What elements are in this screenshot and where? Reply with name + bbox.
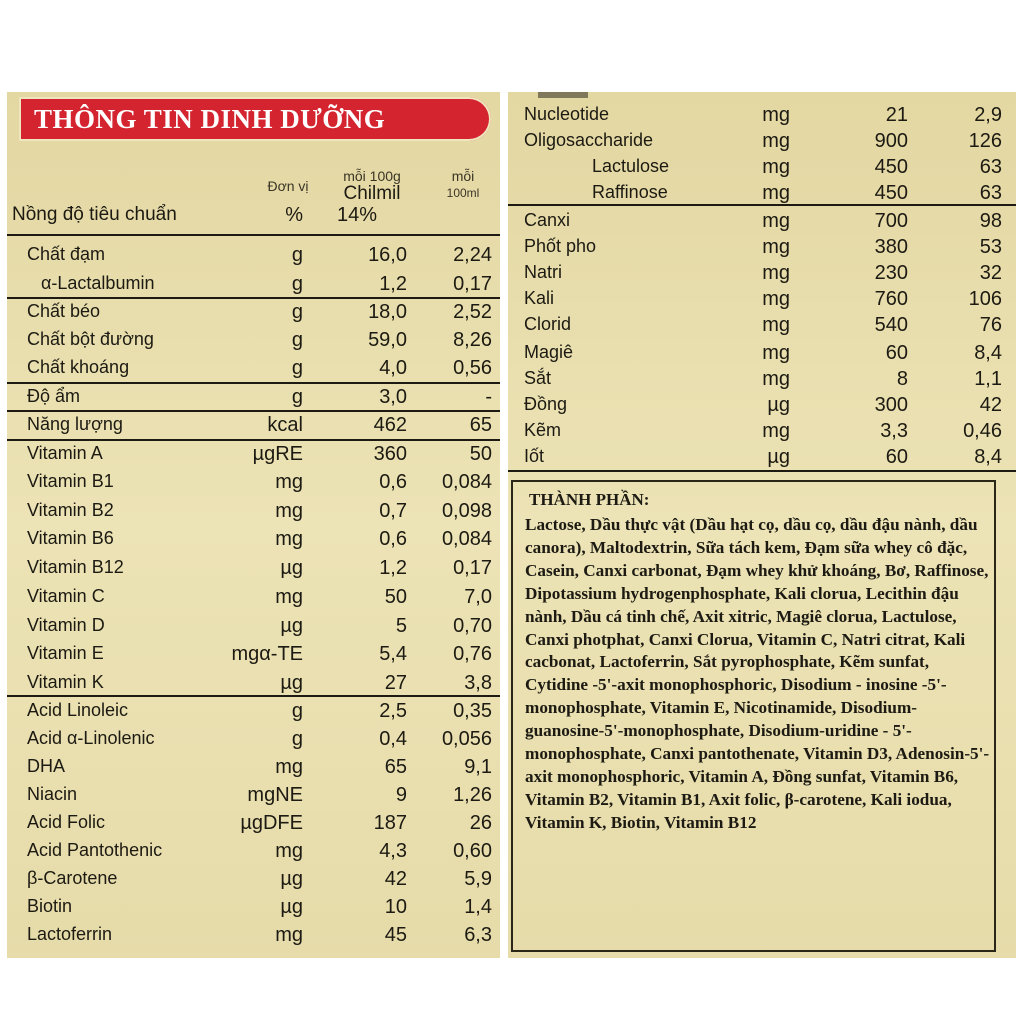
cell-unit: mg bbox=[275, 528, 303, 550]
cell-unit: mg bbox=[762, 130, 790, 152]
cell-v2: - bbox=[485, 386, 492, 408]
cell-v2: 0,35 bbox=[453, 700, 492, 722]
cut-row-remnant bbox=[538, 92, 588, 98]
cell-v1: 0,7 bbox=[379, 500, 407, 522]
cell-unit: µg bbox=[767, 394, 790, 416]
cell-v1: 0,6 bbox=[379, 471, 407, 493]
cell-v1: 59,0 bbox=[368, 329, 407, 351]
cell-v1: 0,6 bbox=[379, 528, 407, 550]
table-row bbox=[508, 206, 1016, 235]
cell-unit: mg bbox=[762, 104, 790, 126]
cell-name: Vitamin D bbox=[27, 615, 105, 635]
cell-v2: 2,24 bbox=[453, 244, 492, 266]
cell-v2: 26 bbox=[469, 812, 492, 834]
per100g-header: mỗi 100g Chilmil bbox=[343, 168, 401, 204]
ingredients-box bbox=[511, 480, 996, 952]
divider bbox=[508, 470, 1016, 472]
cell-unit: mg bbox=[762, 288, 790, 310]
table-row bbox=[508, 364, 1016, 393]
cell-v1: 462 bbox=[373, 414, 407, 436]
table-row bbox=[7, 892, 500, 921]
cell-v2: 8,4 bbox=[974, 446, 1002, 468]
table-row bbox=[7, 808, 500, 837]
cell-name: Iốt bbox=[524, 446, 545, 466]
cell-unit: µg bbox=[280, 615, 303, 637]
cell-v1: 2,5 bbox=[379, 700, 407, 722]
cell-unit: µg bbox=[280, 557, 303, 579]
cell-name: Phốt pho bbox=[524, 236, 597, 256]
cell-name: Acid α-Linolenic bbox=[27, 728, 155, 748]
cell-v1: 5,4 bbox=[379, 643, 407, 665]
cell-unit: mg bbox=[762, 156, 790, 178]
cell-unit: µgDFE bbox=[240, 812, 303, 834]
cell-v1: 3,3 bbox=[880, 420, 908, 442]
cell-name: Kali bbox=[524, 288, 555, 308]
ingredients-text: Lactose, Dầu thực vật (Dầu hạt cọ, dầu cọ, dầu đậu nành, dầu canora), Maltodextrin, Sữa tách kem, Đạm sữa whey cô đặc, Casein, Canxi carbonat, Đạm whey khử khoáng, Bơ, Raffinose, Dipotassium hydrogenphosphate, Kali clorua, Lecithin đậu nành, Dầu cá tinh chế, Axit xitric, Magiê clorua, Lactulose, Canxi photphat, Canxi Clorua, Vitamin C, Natri citrat, Kali cacbonat, Lactoferrin, Sắt pyrophosphate, Kẽm sunfat, Cytidine -5'-axit monophosphoric, Disodium - inosine -5'-monophosphate, Vitamin E, Nicotinamide, Disodium-guanosine-5'-monophosphate, Disodium-uridine - 5'-monophosphate, Canxi pantothenate, Vitamin D3, Adenosin-5'-axit monophosphoric, Vitamin A, Đồng sunfat, Vitamin B6, Vitamin B2, Vitamin B1, Axit folic, β-carotene, Kali iodua, Vitamin K, Biotin, Vitamin B12 bbox=[525, 515, 990, 832]
cell-v2: 0,46 bbox=[963, 420, 1002, 442]
cell-v2: 5,9 bbox=[464, 868, 492, 890]
cell-v2: 63 bbox=[979, 156, 1002, 178]
cell-v2: 1,1 bbox=[974, 368, 1002, 390]
table-row bbox=[7, 582, 500, 611]
cell-name: Raffinose bbox=[592, 182, 668, 202]
cell-name: Vitamin B2 bbox=[27, 500, 114, 520]
cell-v1: 380 bbox=[874, 236, 908, 258]
cell-v1: 450 bbox=[874, 182, 908, 204]
cell-v1: 4,0 bbox=[379, 357, 407, 379]
cell-v1: 50 bbox=[384, 586, 407, 608]
cell-name: Chất bột đường bbox=[27, 329, 154, 349]
divider bbox=[7, 297, 500, 299]
cell-v2: 0,17 bbox=[453, 557, 492, 579]
table-row bbox=[7, 410, 500, 439]
cell-name: Chất đạm bbox=[27, 244, 106, 264]
cell-v1: 60 bbox=[885, 446, 908, 468]
cell-name: Niacin bbox=[27, 784, 78, 804]
cell-name: DHA bbox=[27, 756, 66, 776]
table-row bbox=[508, 390, 1016, 419]
cell-v1: 1,2 bbox=[379, 273, 407, 295]
cell-name: Clorid bbox=[524, 314, 572, 334]
cell-v1: 540 bbox=[874, 314, 908, 336]
cell-name: Biotin bbox=[27, 896, 73, 916]
cell-name: Năng lượng bbox=[27, 414, 123, 434]
divider bbox=[7, 695, 500, 697]
cell-v2: 2,9 bbox=[974, 104, 1002, 126]
cell-v2: 0,17 bbox=[453, 273, 492, 295]
cell-name: Natri bbox=[524, 262, 563, 282]
cell-unit: g bbox=[291, 386, 303, 408]
cell-v1: 0,4 bbox=[379, 728, 407, 750]
table-row bbox=[508, 258, 1016, 287]
cell-unit: µgRE bbox=[252, 443, 303, 465]
cell-name: Oligosaccharide bbox=[524, 130, 654, 150]
cell-v2: 8,4 bbox=[974, 342, 1002, 364]
cell-unit: µg bbox=[280, 896, 303, 918]
cell-name: Độ ẩm bbox=[27, 386, 81, 406]
cell-unit: kcal bbox=[267, 414, 303, 436]
cell-v2: 9,1 bbox=[464, 756, 492, 778]
cell-v2: 3,8 bbox=[464, 672, 492, 694]
cell-v1: 187 bbox=[373, 812, 407, 834]
cell-name: Vitamin K bbox=[27, 672, 104, 692]
cell-name: Vitamin A bbox=[27, 443, 103, 463]
cell-v1: 900 bbox=[874, 130, 908, 152]
table-row bbox=[508, 284, 1016, 313]
cell-v2: 0,56 bbox=[453, 357, 492, 379]
cell-v2: 0,084 bbox=[441, 471, 492, 493]
table-row bbox=[508, 310, 1016, 339]
table-row bbox=[7, 696, 500, 725]
cell-v1: 450 bbox=[874, 156, 908, 178]
cell-v1: 700 bbox=[874, 210, 908, 232]
cell-name: Kẽm bbox=[524, 420, 562, 440]
cell-unit: mg bbox=[762, 314, 790, 336]
nutrition-table-right bbox=[508, 92, 1016, 958]
cell-v1: 4,3 bbox=[379, 840, 407, 862]
table-row bbox=[508, 416, 1016, 445]
table-row bbox=[7, 325, 500, 354]
cell-v2: 0,098 bbox=[441, 500, 492, 522]
cell-unit: g bbox=[291, 244, 303, 266]
cell-name: Vitamin B1 bbox=[27, 471, 114, 491]
cell-name: Canxi bbox=[524, 210, 571, 230]
cell-name: Vitamin E bbox=[27, 643, 104, 663]
table-row bbox=[7, 724, 500, 753]
cell-v2: 32 bbox=[979, 262, 1002, 284]
cell-v2: 98 bbox=[979, 210, 1002, 232]
unit-header: Đơn vị bbox=[267, 178, 309, 194]
divider bbox=[7, 439, 500, 441]
cell-v1: 230 bbox=[874, 262, 908, 284]
concentration-row: Nồng độ tiêu chuẩn % 14% bbox=[12, 204, 378, 226]
cell-v2: 53 bbox=[979, 236, 1002, 258]
cell-v1: 45 bbox=[384, 924, 407, 946]
cell-unit: µg bbox=[280, 868, 303, 890]
table-row bbox=[7, 353, 500, 382]
cell-unit: g bbox=[291, 728, 303, 750]
cell-name: Vitamin B6 bbox=[27, 528, 114, 548]
cell-v2: 65 bbox=[469, 414, 492, 436]
table-row bbox=[7, 240, 500, 269]
cell-v2: 126 bbox=[968, 130, 1002, 152]
cell-unit: g bbox=[291, 357, 303, 379]
cell-v2: 76 bbox=[979, 314, 1002, 336]
cell-name: Đồng bbox=[524, 394, 568, 414]
cell-v2: 106 bbox=[968, 288, 1002, 310]
cell-name: Chất béo bbox=[27, 301, 101, 321]
cell-name: Acid Folic bbox=[27, 812, 106, 832]
divider bbox=[7, 382, 500, 384]
cell-v2: 0,084 bbox=[441, 528, 492, 550]
cell-v1: 21 bbox=[885, 104, 908, 126]
cell-unit: µg bbox=[280, 672, 303, 694]
table-row bbox=[7, 780, 500, 809]
table-row bbox=[7, 269, 500, 298]
cell-unit: mg bbox=[275, 586, 303, 608]
cell-v2: 0,056 bbox=[441, 728, 492, 750]
cell-name: Lactoferrin bbox=[27, 924, 113, 944]
cell-unit: g bbox=[291, 329, 303, 351]
cell-name: Vitamin C bbox=[27, 586, 105, 606]
cell-unit: µg bbox=[767, 446, 790, 468]
table-row bbox=[7, 496, 500, 525]
cell-unit: mg bbox=[275, 500, 303, 522]
cell-unit: mg bbox=[275, 840, 303, 862]
table-row bbox=[7, 439, 500, 468]
cell-unit: mg bbox=[762, 420, 790, 442]
per100ml-header: mỗi 100ml bbox=[446, 168, 480, 200]
cell-name: Magiê bbox=[524, 342, 574, 362]
table-row bbox=[7, 553, 500, 582]
divider bbox=[508, 204, 1016, 206]
cell-v1: 3,0 bbox=[379, 386, 407, 408]
cell-unit: mg bbox=[275, 471, 303, 493]
table-row bbox=[7, 467, 500, 496]
cell-name: α-Lactalbumin bbox=[41, 273, 155, 293]
cell-v2: 1,26 bbox=[453, 784, 492, 806]
cell-v1: 27 bbox=[384, 672, 407, 694]
cell-unit: mg bbox=[762, 368, 790, 390]
cell-v2: 0,60 bbox=[453, 840, 492, 862]
table-row bbox=[508, 338, 1016, 367]
divider bbox=[7, 234, 500, 236]
cell-name: Acid Pantothenic bbox=[27, 840, 163, 860]
cell-unit: mg bbox=[762, 210, 790, 232]
cell-unit: mg bbox=[762, 262, 790, 284]
cell-v1: 9 bbox=[395, 784, 407, 806]
cell-unit: mg bbox=[762, 236, 790, 258]
cell-v1: 360 bbox=[373, 443, 407, 465]
table-row bbox=[7, 382, 500, 411]
cell-name: Vitamin B12 bbox=[27, 557, 124, 577]
table-row bbox=[7, 524, 500, 553]
table-row bbox=[7, 297, 500, 326]
cell-unit: mgα-TE bbox=[231, 643, 303, 665]
table-row bbox=[508, 100, 1016, 129]
cell-v2: 0,70 bbox=[453, 615, 492, 637]
cell-v2: 7,0 bbox=[464, 586, 492, 608]
cell-v2: 6,3 bbox=[464, 924, 492, 946]
cell-unit: mgNE bbox=[247, 784, 303, 806]
cell-v2: 0,76 bbox=[453, 643, 492, 665]
table-row bbox=[508, 178, 1016, 207]
table-row bbox=[7, 752, 500, 781]
cell-name: Chất khoáng bbox=[27, 357, 130, 377]
table-row bbox=[508, 232, 1016, 261]
cell-v1: 760 bbox=[874, 288, 908, 310]
table-row bbox=[508, 442, 1016, 471]
cell-v1: 16,0 bbox=[368, 244, 407, 266]
table-row bbox=[7, 836, 500, 865]
cell-v1: 42 bbox=[384, 868, 407, 890]
cell-unit: mg bbox=[275, 924, 303, 946]
cell-v1: 300 bbox=[874, 394, 908, 416]
table-row bbox=[508, 126, 1016, 155]
ingredients-title: THÀNH PHẦN: bbox=[529, 490, 650, 509]
table-row bbox=[7, 668, 500, 697]
cell-v2: 8,26 bbox=[453, 329, 492, 351]
cell-v1: 60 bbox=[885, 342, 908, 364]
cell-v2: 2,52 bbox=[453, 301, 492, 323]
cell-unit: g bbox=[291, 301, 303, 323]
cell-unit: mg bbox=[762, 182, 790, 204]
cell-name: β-Carotene bbox=[27, 868, 118, 888]
table-row bbox=[7, 639, 500, 668]
cell-unit: mg bbox=[275, 756, 303, 778]
cell-v2: 42 bbox=[979, 394, 1002, 416]
cell-v1: 5 bbox=[395, 615, 407, 637]
table-row bbox=[7, 611, 500, 640]
title-badge: THÔNG TIN DINH DƯỠNG bbox=[19, 97, 491, 141]
cell-v1: 8 bbox=[896, 368, 908, 390]
cell-name: Nucleotide bbox=[524, 104, 610, 124]
cell-unit: g bbox=[291, 273, 303, 295]
nutrition-table-left bbox=[7, 92, 500, 958]
table-row bbox=[7, 864, 500, 893]
cell-v2: 1,4 bbox=[464, 896, 492, 918]
cell-v1: 1,2 bbox=[379, 557, 407, 579]
cell-name: Lactulose bbox=[592, 156, 670, 176]
cell-v2: 50 bbox=[469, 443, 492, 465]
cell-unit: mg bbox=[762, 342, 790, 364]
table-row bbox=[508, 152, 1016, 181]
table-row bbox=[7, 920, 500, 949]
cell-name: Acid Linoleic bbox=[27, 700, 129, 720]
cell-name: Sắt bbox=[524, 368, 552, 388]
cell-v1: 10 bbox=[384, 896, 407, 918]
divider bbox=[7, 410, 500, 412]
cell-unit: g bbox=[291, 700, 303, 722]
cell-v1: 18,0 bbox=[368, 301, 407, 323]
cell-v1: 65 bbox=[384, 756, 407, 778]
cell-v2: 63 bbox=[979, 182, 1002, 204]
